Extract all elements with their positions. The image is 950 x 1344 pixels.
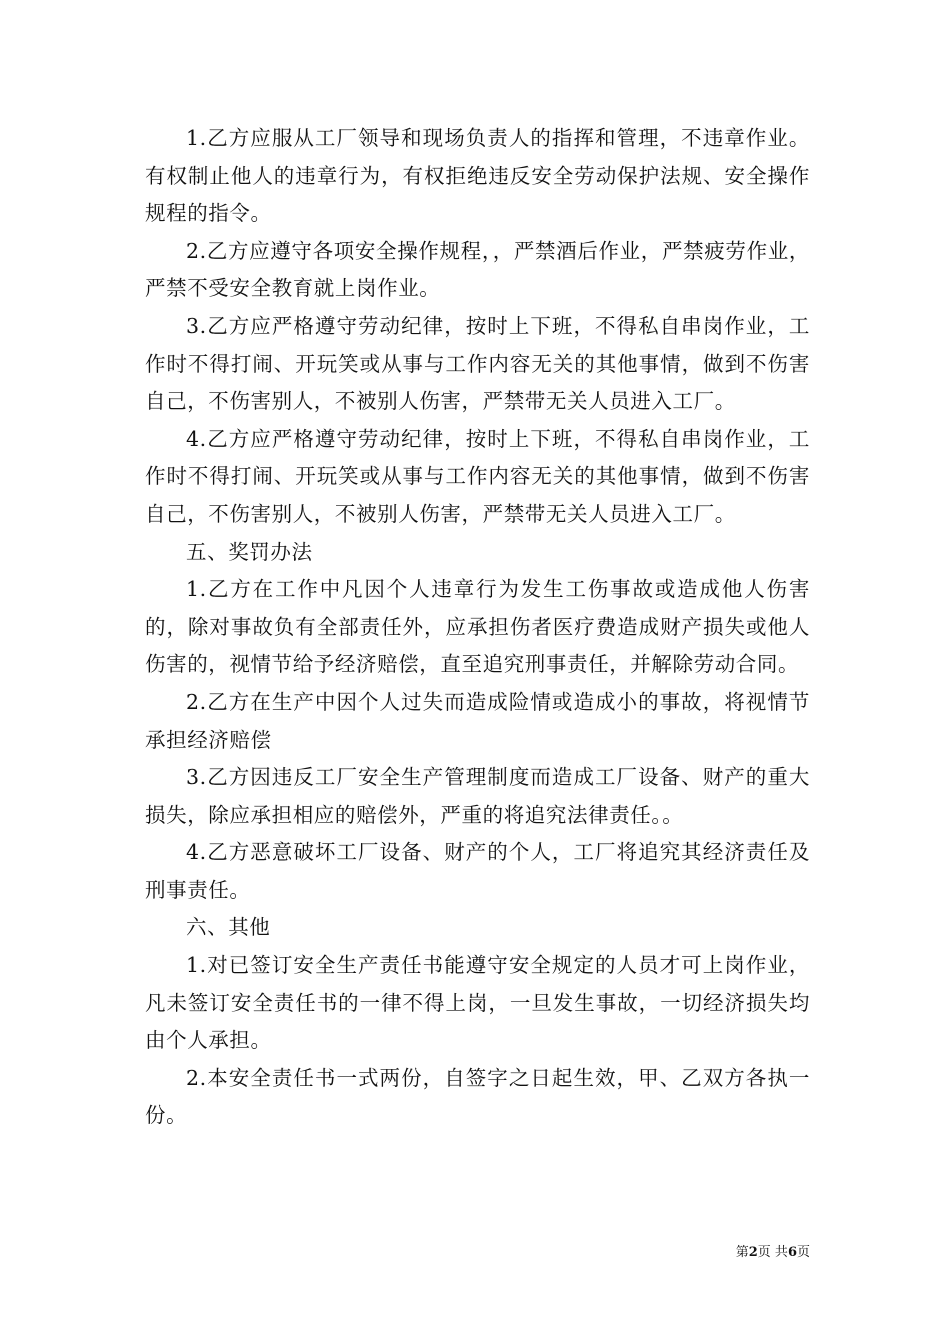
clause-6-1: 1.对已签订安全生产责任书能遵守安全规定的人员才可上岗作业，凡未签订安全责任书的一律不得上岗，一旦发生事故，一切经济损失均由个人承担。	[145, 953, 810, 1053]
clause-5-4: 4.乙方恶意破坏工厂设备、财产的个人，工厂将追究其经济责任及刑事责任。	[145, 840, 810, 902]
clause-4-4: 4.乙方应严格遵守劳动纪律，按时上下班，不得私自串岗作业，工作时不得打闹、开玩笑或从事与工作内容无关的其他事情，做到不伤害自己，不伤害别人，不被别人伤害，严禁带无关人员进入工厂。	[145, 426, 810, 526]
clause-5-1: 1.乙方在工作中凡因个人违章行为发生工伤事故或造成他人伤害的，除对事故负有全部责任外，应承担伤者医疗费造成财产损失或他人伤害的，视情节给予经济赔偿，直至追究刑事责任，并解除劳动合同。	[145, 577, 810, 677]
document-body	[145, 120, 810, 1135]
clause-5-2: 2.乙方在生产中因个人过失而造成险情或造成小的事故，将视情节承担经济赔偿	[145, 689, 810, 752]
clause-4-3: 3.乙方应严格遵守劳动纪律，按时上下班，不得私自串岗作业，工作时不得打闹、开玩笑或从事与工作内容无关的其他事情，做到不伤害自己，不伤害别人，不被别人伤害，严禁带无关人员进入工厂。	[145, 313, 810, 414]
footer-total-pages: 6	[787, 1245, 797, 1260]
footer-middle: 页 共	[757, 1245, 788, 1260]
footer-current-page: 2	[748, 1245, 758, 1260]
footer-suffix: 页	[796, 1245, 810, 1260]
section-heading-other: 六、其他	[186, 915, 271, 940]
clause-6-2: 2.本安全责任书一式两份，自签字之日起生效，甲、乙双方各执一份。	[145, 1065, 810, 1128]
clause-5-3: 3.乙方因违反工厂安全生产管理制度而造成工厂设备、财产的重大损失，除应承担相应的赔偿外，严重的将追究法律责任。。	[145, 765, 810, 827]
clause-4-1: 1.乙方应服从工厂领导和现场负责人的指挥和管理，不违章作业。有权制止他人的违章行为，有权拒绝违反安全劳动保护法规、安全操作规程的指令。	[145, 126, 810, 226]
page-number-footer	[560, 1244, 810, 1262]
section-heading-rewards-penalties: 五、奖罚办法	[186, 539, 313, 564]
clause-4-2: 2.乙方应遵守各项安全操作规程，，严禁酒后作业，严禁疲劳作业，严禁不受安全教育就上岗作业。	[145, 238, 810, 301]
footer-prefix: 第	[735, 1245, 749, 1260]
